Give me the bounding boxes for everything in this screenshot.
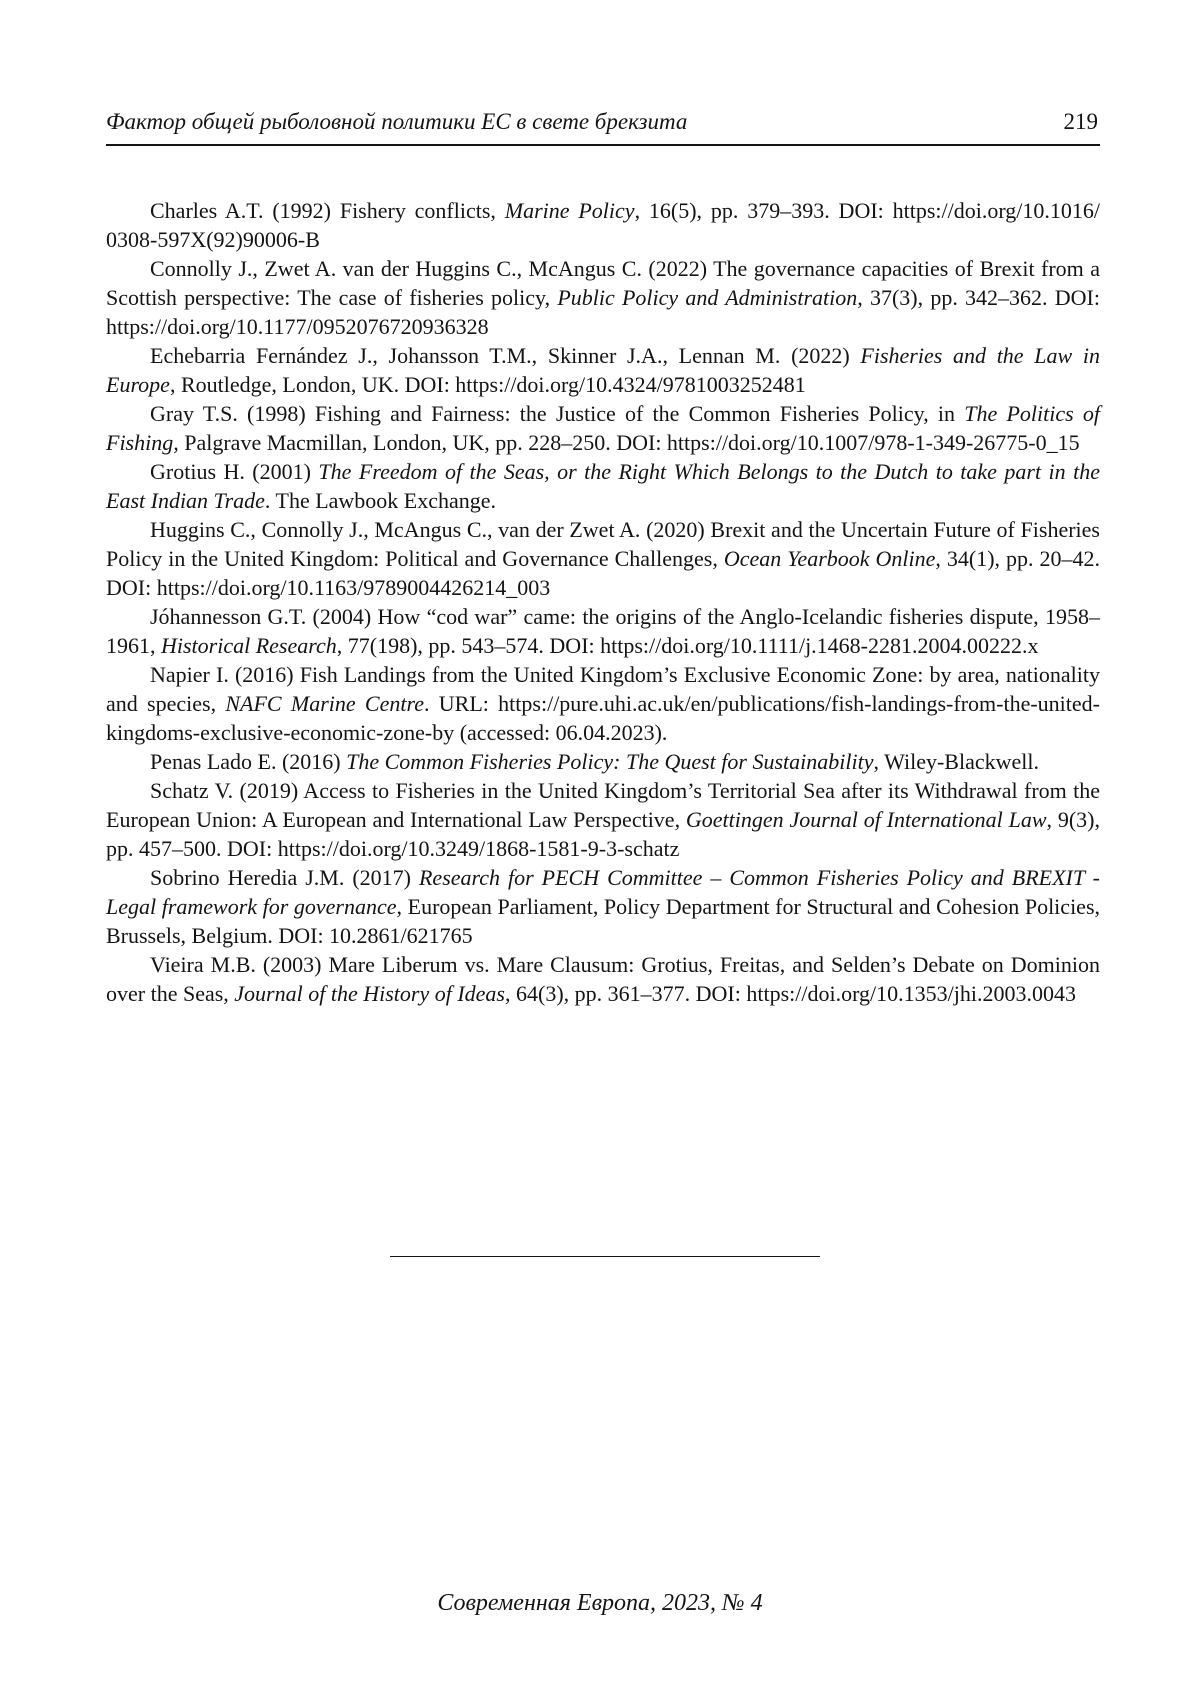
reference-source-title: Historical Research (161, 633, 337, 658)
reference-text: , Wiley-Blackwell. (873, 749, 1039, 774)
reference-text: , 64(3), pp. 361–377. DOI: https://doi.​org/​10.​1353/​jhi.​2003.​0043 (505, 981, 1076, 1006)
reference-text: Penas Lado E. (2016) (150, 749, 347, 774)
reference-source-title: NAFC Marine Centre (225, 691, 424, 716)
reference-text: Jóhannesson G.T. (2004) How “cod war” came: the origins of the Anglo-Icelandic fisheries dispute, 1958–1961, (106, 604, 1100, 658)
reference-source-title: Fisheries and the Law in Europe (106, 343, 1100, 397)
reference-text: Charles A.T. (1992) Fishery conflicts, (150, 198, 505, 223)
reference-text: , 77(198), pp. 543–574. DOI: https://doi.​org/​10.​1111/​j.​1468-​2281.​2004.​00222.​x (336, 633, 1039, 658)
reference-source-title: Goettingen Journal of International Law (685, 807, 1047, 832)
reference-entry (106, 602, 1100, 660)
reference-text: Gray T.S. (1998) Fishing and Fairness: the Justice of the Common Fisheries Policy, in (150, 401, 965, 426)
reference-list (106, 196, 1100, 1008)
reference-text: Echebarria Fernández J., Johansson T.M., Skinner J.A., Lennan M. (2022) (150, 343, 861, 368)
reference-text: . URL: https://pure.​uhi.​ac.​uk/​en/​publications/​fish-​landings-​from-​the-​united-​kingdoms-​exclusive-​economic-​zone-​by (accessed: 06.​04.​2023). (106, 691, 1100, 745)
reference-entry (106, 457, 1100, 515)
reference-entry (106, 776, 1100, 863)
reference-entry (106, 863, 1100, 950)
reference-entry (106, 341, 1100, 399)
running-header (106, 104, 1100, 146)
reference-text: , 16(5), pp. 379–393. DOI: https://doi.​org/​10.​1016/​0308-​597X(92)90006-​B (106, 198, 1100, 252)
reference-text: Sobrino Heredia J.M. (2017) (150, 865, 419, 890)
reference-source-title: Public Policy and Administration (557, 285, 858, 310)
reference-entry (106, 399, 1100, 457)
reference-text: Palgrave Macmillan, London, UK, pp. 228–250. DOI: https://doi.​org/​10.​1007/​978-​1-​349-​26775-​0_​15 (178, 430, 1080, 455)
reference-entry (106, 515, 1100, 602)
reference-entry (106, 254, 1100, 341)
reference-source-title: The Common Fisheries Policy: The Quest for Sustainability (346, 749, 874, 774)
reference-text: Vieira M.B. (2003) Mare Liberum vs. Mare Clausum: Grotius, Freitas, and Selden’s Debate on Dominion over the Seas, (106, 952, 1100, 1006)
reference-text: Grotius H. (2001) (150, 459, 319, 484)
reference-source-title: Ocean Yearbook Online (723, 546, 936, 571)
reference-source-title: Marine Policy (504, 198, 635, 223)
reference-text: , European Parliament, Policy Department for Structural and Cohesion Policies, Brussels, Belgium. DOI: 10.2861/621765 (106, 894, 1101, 948)
reference-text: Huggins C., Connolly J., McAngus C., van der Zwet A. (2020) Brexit and the Uncertain Future of Fisheries Policy in the United Kingdom: Political and Governance Challenges, (106, 517, 1100, 571)
reference-entry (106, 660, 1100, 747)
journal-footer: Современная Европа, 2023, № 4 (437, 1590, 763, 1616)
reference-entry (106, 747, 1100, 776)
reference-text: , 9(3), pp. 457–500. DOI: https://doi.​org/​10.​3249/​1868-​1581-​9-​3-​schatz (106, 807, 1100, 861)
reference-text: Connolly J., Zwet A. van der Huggins C., McAngus C. (2022) The governance capacities of Brexit from a Scottish perspective: The case of fisheries policy, (106, 256, 1100, 310)
reference-entry (106, 950, 1100, 1008)
running-title: Фактор общей рыболовной политики ЕС в свете брекзита (106, 109, 688, 134)
reference-text: . The Lawbook Exchange. (264, 488, 497, 513)
reference-text: , Routledge, London, UK. DOI: https://doi.​org/​10.​4324/​9781003252481 (169, 372, 806, 397)
reference-source-title: Journal of the History of Ideas (234, 981, 505, 1006)
page-number: 219 (1063, 109, 1098, 134)
reference-source-title: Research for PECH Committee – Common Fisheries Policy and BREXIT - Legal framework for governance (106, 865, 1100, 919)
reference-source-title: The Politics of Fishing, (106, 401, 1101, 455)
reference-text: , 34(1), pp. 20–42. DOI: https://doi.​org/​10.​1163/​9789004426214_​003 (106, 546, 1100, 600)
end-rule (390, 1256, 820, 1257)
reference-text: Napier I. (2016) Fish Landings from the United Kingdom’s Exclusive Economic Zone: by area, nationality and species, (106, 662, 1100, 716)
reference-source-title: The Freedom of the Seas, or the Right Which Belongs to the Dutch to take part in the East Indian Trade (106, 459, 1100, 513)
reference-text: , 37(3), pp. 342–362. DOI: https://doi.​org/​10.​1177/​0952076720936328 (106, 285, 1100, 339)
reference-text: Schatz V. (2019) Access to Fisheries in the United Kingdom’s Territorial Sea after its Withdrawal from the European Union: A European and International Law Perspective, (106, 778, 1100, 832)
reference-entry (106, 196, 1100, 254)
